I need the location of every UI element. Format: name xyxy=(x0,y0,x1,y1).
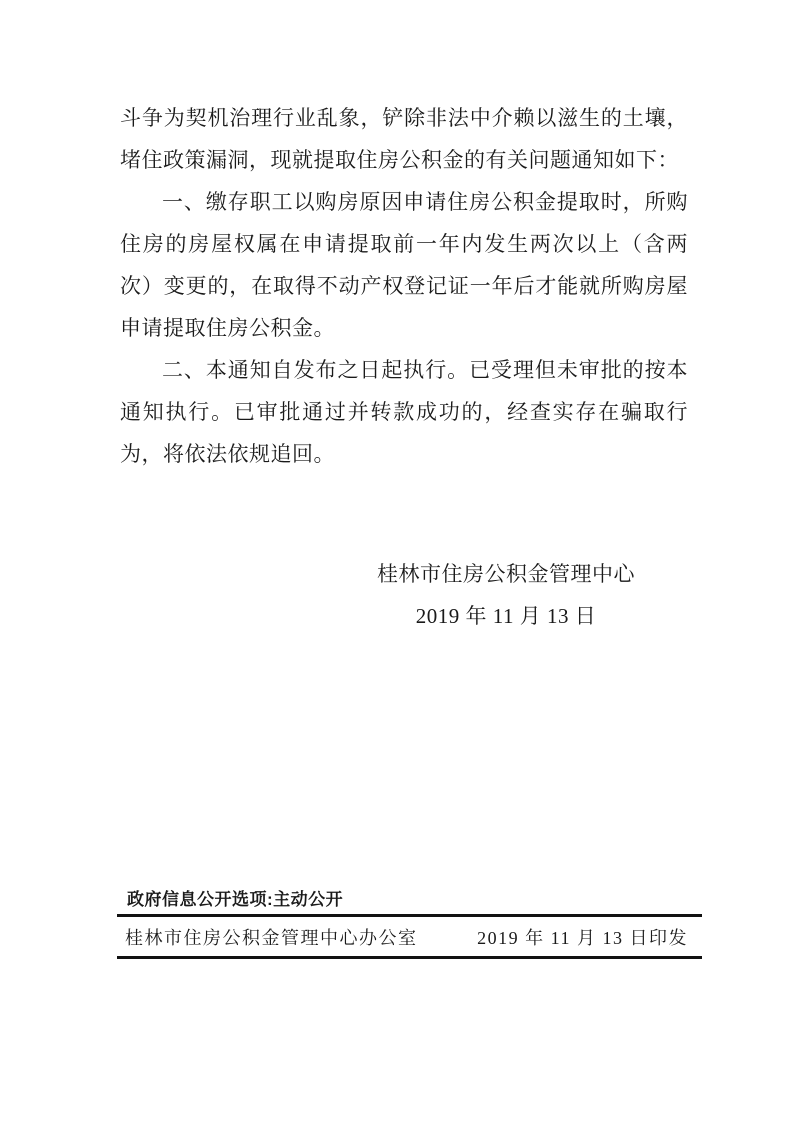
footer-divider-bottom xyxy=(117,956,702,959)
notice-body xyxy=(120,97,688,475)
document-footer xyxy=(117,888,702,959)
disclosure-label: 政府信息公开选项:主动公开 xyxy=(127,890,344,909)
print-date: 2019 年 11 月 13 日印发 xyxy=(477,928,688,948)
issuer-name: 桂林市住房公积金管理中心 xyxy=(377,562,635,586)
issue-date: 2019 年 11 月 13 日 xyxy=(415,604,597,628)
paragraph-continuation: 斗争为契机治理行业乱象，铲除非法中介赖以滋生的土壤，堵住政策漏洞，现就提取住房公积金的有关问题通知如下： xyxy=(120,106,688,172)
issuing-office: 桂林市住房公积金管理中心办公室 xyxy=(125,928,418,948)
paragraph-item-two: 二、本通知自发布之日起执行。已受理但未审批的按本通知执行。已审批通过并转款成功的，经查实存在骗取行为，将依法依规追回。 xyxy=(120,358,688,466)
footer-divider-top xyxy=(117,914,702,917)
signature-block xyxy=(377,553,635,637)
paragraph-item-one: 一、缴存职工以购房原因申请住房公积金提取时，所购住房的房屋权属在申请提取前一年内发生两次以上（含两次）变更的，在取得不动产权登记证一年后才能就所购房屋申请提取住房公积金。 xyxy=(120,190,688,340)
footer-imprint-row xyxy=(117,926,702,950)
